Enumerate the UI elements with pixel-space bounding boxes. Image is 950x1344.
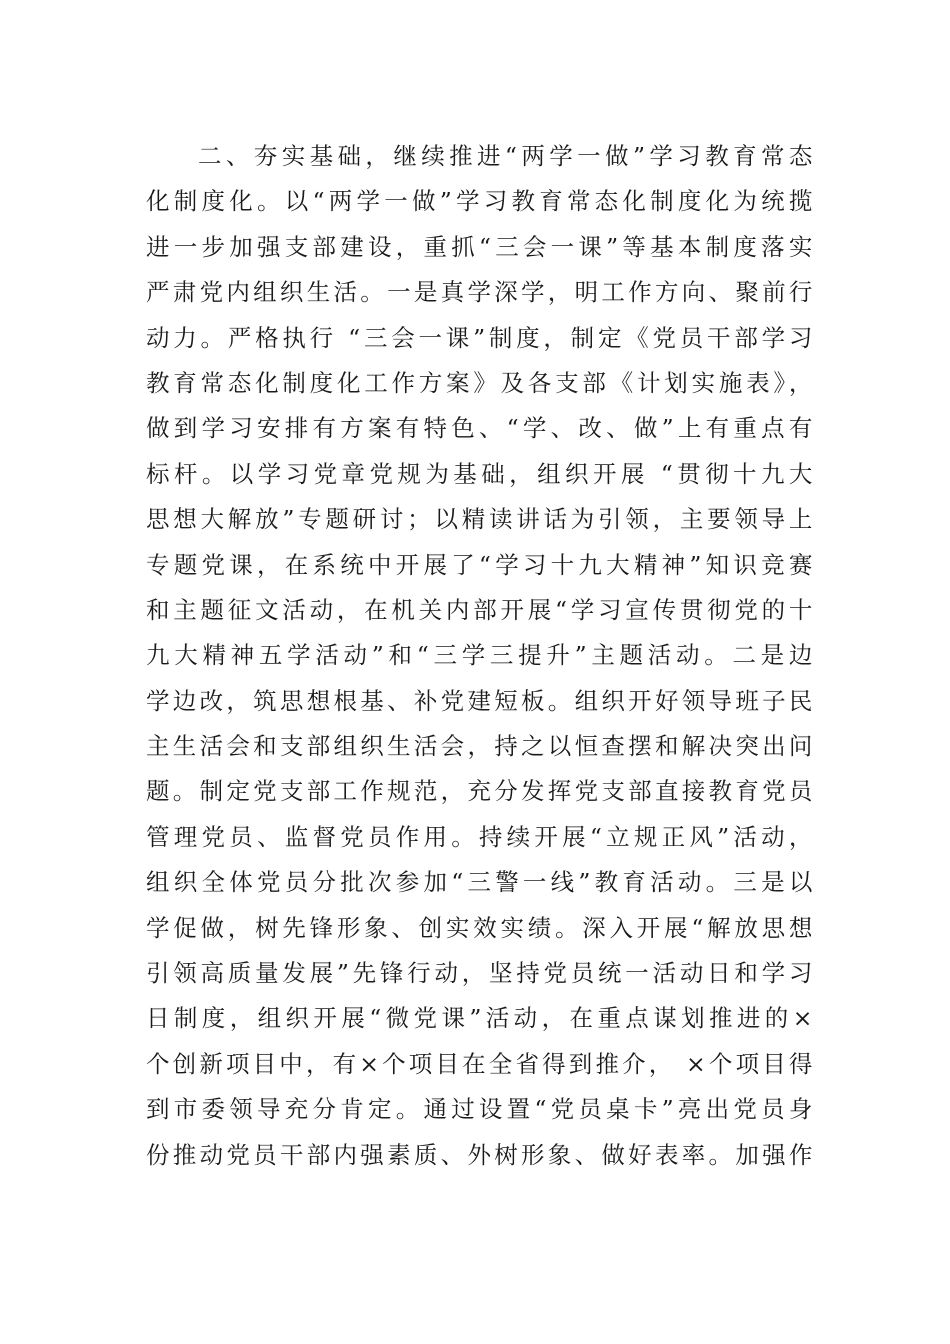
text-line: 份推动党员干部内强素质、外树形象、做好表率。加强作	[146, 1140, 814, 1169]
text-line: 化制度化。以“两学一做”学习教育常态化制度化为统揽	[146, 187, 814, 216]
text-line: 管理党员、监督党员作用。持续开展“立规正风”活动，	[146, 822, 814, 851]
text-line: 和主题征文活动，在机关内部开展“学习宣传贯彻党的十	[146, 595, 814, 624]
text-line: 日制度，组织开展“微党课”活动，在重点谋划推进的×	[146, 1004, 814, 1033]
text-line: 思想大解放”专题研讨；以精读讲话为引领，主要领导上	[146, 505, 814, 534]
text-line: 组织全体党员分批次参加“三警一线”教育活动。三是以	[146, 868, 814, 897]
body-paragraph	[146, 134, 814, 1178]
text-line: 教育常态化制度化工作方案》及各支部《计划实施表》，	[146, 368, 814, 397]
text-line: 引领高质量发展”先锋行动，坚持党员统一活动日和学习	[146, 959, 814, 988]
text-line: 主生活会和支部组织生活会，持之以恒查摆和解决突出问	[146, 732, 814, 761]
text-line: 个创新项目中，有×个项目在全省得到推介， ×个项目得	[146, 1049, 814, 1078]
text-line: 专题党课，在系统中开展了“学习十九大精神”知识竞赛	[146, 550, 814, 579]
text-line: 严肃党内组织生活。一是真学深学，明工作方向、聚前行	[146, 278, 814, 307]
text-line: 学边改，筑思想根基、补党建短板。组织开好领导班子民	[146, 686, 814, 715]
text-line: 二、夯实基础，继续推进“两学一做”学习教育常态	[198, 142, 814, 170]
text-line: 到市委领导充分肯定。通过设置“党员桌卡”亮出党员身	[146, 1095, 814, 1124]
text-line: 动力。严格执行 “三会一课”制度，制定《党员干部学习	[146, 323, 814, 352]
text-line: 题。制定党支部工作规范，充分发挥党支部直接教育党员	[146, 777, 814, 806]
text-line: 进一步加强支部建设，重抓“三会一课”等基本制度落实	[146, 232, 814, 261]
text-line: 学促做，树先锋形象、创实效实绩。深入开展“解放思想	[146, 913, 814, 942]
text-line: 标杆。以学习党章党规为基础，组织开展 “贯彻十九大	[146, 459, 814, 488]
text-line: 做到学习安排有方案有特色、“学、改、做”上有重点有	[146, 414, 814, 443]
text-line: 九大精神五学活动”和“三学三提升”主题活动。二是边	[146, 641, 814, 670]
